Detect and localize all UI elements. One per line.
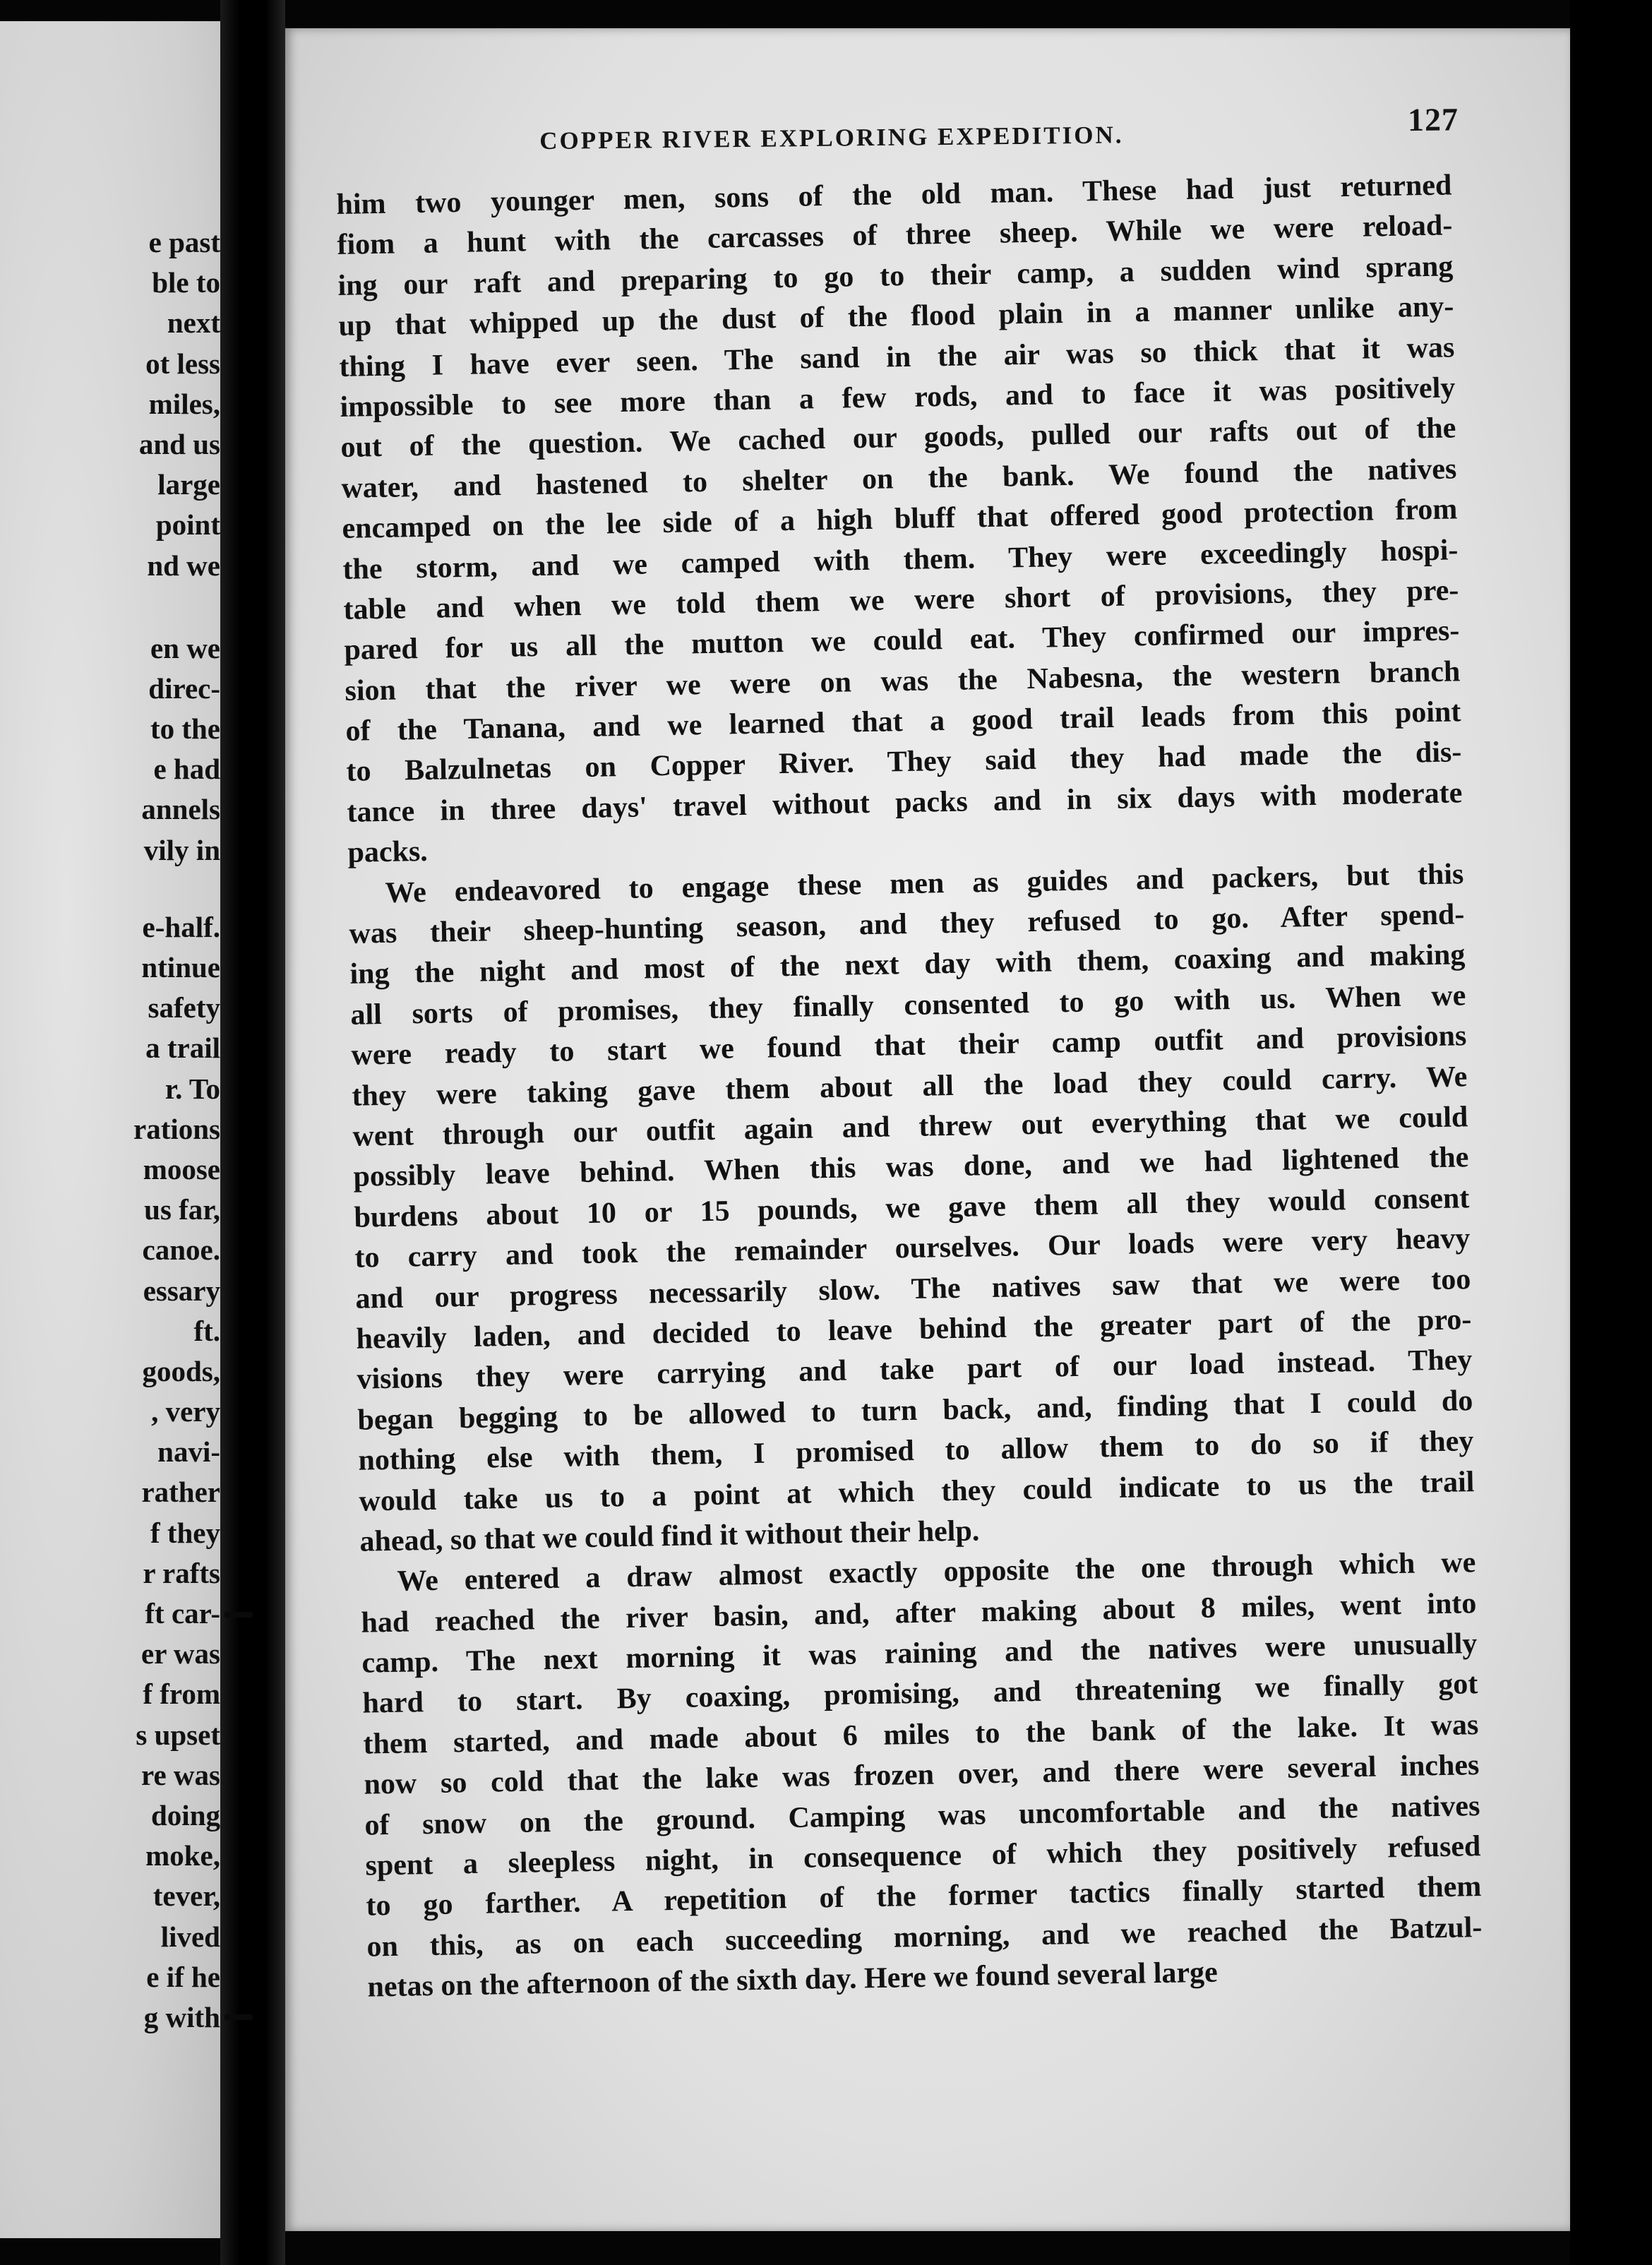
- left-page-line: essary: [143, 1274, 220, 1307]
- left-page-line: s upset: [136, 1718, 220, 1751]
- left-page-line: ft car-: [145, 1597, 220, 1630]
- left-page-line: canoe.: [142, 1233, 220, 1267]
- text-line: went through our outfit again and threw out everything that we could: [352, 1101, 1468, 1153]
- binding-stitch-mark: [225, 1612, 253, 1618]
- text-line: ahead, so that we could find it without their help.: [359, 1514, 980, 1558]
- left-page-line: e-half.: [142, 910, 220, 943]
- left-page-line: tever,: [152, 1879, 220, 1913]
- text-line: ing our raft and preparing to go to their camp, a sudden wind sprang: [337, 250, 1454, 302]
- left-page-line: ntinue: [141, 951, 220, 984]
- text-line: to go farther. A repetition of the former tactics finally started them: [366, 1870, 1482, 1923]
- body-text: [336, 165, 1483, 2008]
- left-page-line: ble to: [152, 266, 220, 299]
- right-background: [1570, 0, 1652, 2265]
- text-line: began begging to be allowed to turn back, and, finding that I could do: [357, 1384, 1473, 1437]
- text-line: would take us to a point at which they could indicate to us the trail: [359, 1465, 1475, 1518]
- left-page-line: miles,: [148, 387, 220, 420]
- text-line: they were taking gave them about all the load they could carry. We: [352, 1060, 1468, 1113]
- text-line: fiom a hunt with the carcasses of three sheep. While we were reload-: [337, 209, 1453, 262]
- text-line: table and when we told them we were short of provisions, they pre-: [343, 574, 1459, 626]
- text-line: nothing else with them, I promised to allow them to do so if they: [358, 1425, 1474, 1477]
- left-page-line: goods,: [142, 1354, 220, 1387]
- text-line: netas on the afternoon of the sixth day. Here we found several large: [367, 1956, 1219, 2004]
- text-line: pared for us all the mutton we could eat. They confirmed our impres-: [344, 614, 1460, 667]
- text-line: all sorts of promises, they finally consented to go with us. When we: [350, 979, 1466, 1032]
- left-page-line: large: [157, 468, 220, 501]
- text-line: water, and hastened to shelter on the bank. We found the natives: [341, 453, 1457, 505]
- text-line: ing the night and most of the next day with them, coaxing and making: [349, 938, 1466, 991]
- left-page-line: f from: [143, 1678, 220, 1711]
- left-page-line: rather: [141, 1476, 220, 1509]
- text-line: We entered a draw almost exactly opposite the one through which we: [397, 1546, 1476, 1598]
- left-page-line: rations: [133, 1112, 220, 1145]
- left-page-text: [0, 222, 220, 2038]
- left-page-line: nd we: [147, 549, 220, 582]
- binding-stitch-mark: [225, 2014, 253, 2020]
- left-page-line: re was: [141, 1758, 220, 1791]
- text-line: impossible to see more than a few rods, and to face it was positively: [340, 371, 1456, 424]
- text-line: now so cold that the lake was frozen over, and there were several inches: [364, 1749, 1480, 1801]
- text-line: out of the question. We cached our goods, pulled our rafts out of the: [340, 412, 1456, 465]
- text-line: to carry and took the remainder ourselves. Our loads were very heavy: [354, 1222, 1471, 1274]
- left-page-line: navi-: [157, 1435, 220, 1469]
- text-line: them started, and made about 6 miles to the bank of the lake. It was: [363, 1708, 1479, 1761]
- text-line: was their sheep-hunting season, and they refused to go. After spend-: [349, 898, 1465, 950]
- text-line: of the Tanana, and we learned that a good trail leads from this point: [345, 695, 1461, 748]
- left-page-line: , very: [151, 1395, 220, 1428]
- text-line: had reached the river basin, and, after making about 8 miles, went into: [361, 1586, 1477, 1639]
- left-page-line: g with: [143, 2000, 220, 2033]
- text-line: hard to start. By coaxing, promising, and threatening we finally got: [362, 1668, 1478, 1721]
- running-head-title: COPPER RIVER EXPLORING EXPEDITION.: [539, 121, 1124, 155]
- text-line: camp. The next morning it was raining and the natives were unusually: [361, 1627, 1478, 1680]
- text-line: visions they were carrying and take part of our load instead. They: [357, 1344, 1473, 1397]
- left-page-line: to the: [150, 712, 220, 746]
- left-page-line: safety: [148, 991, 220, 1024]
- running-head: [539, 101, 1598, 155]
- text-line: on this, as on each succeeding morning, and we reached the Batzul-: [366, 1911, 1483, 1964]
- page-number: 127: [1407, 101, 1459, 138]
- text-line: encamped on the lee side of a high bluff that offered good protection from: [342, 493, 1458, 546]
- text-line: up that whipped up the dust of the flood plain in a manner unlike any-: [338, 290, 1454, 343]
- text-line: the storm, and we camped with them. They were exceedingly hospi-: [342, 533, 1459, 586]
- left-page-line: next: [167, 306, 220, 340]
- page-127: [285, 28, 1570, 2231]
- text-line: possibly leave behind. When this was done, and we had lightened the: [353, 1141, 1469, 1194]
- text-line: We endeavored to engage these men as guides and packers, but this: [385, 857, 1464, 909]
- text-line: of snow on the ground. Camping was uncomfortable and the natives: [364, 1789, 1480, 1842]
- left-page-line: us far,: [144, 1193, 220, 1226]
- text-line: him two younger men, sons of the old man. These had just returned: [336, 169, 1452, 221]
- left-page-line: r rafts: [143, 1556, 220, 1589]
- left-page-line: lived: [160, 1920, 220, 1953]
- text-line: sion that the river we were on was the Nabesna, the western branch: [345, 655, 1461, 707]
- text-line: thing I have ever seen. The sand in the air was so thick that it was: [339, 330, 1455, 383]
- binding-gutter: [220, 0, 285, 2265]
- left-page-line: r. To: [164, 1072, 220, 1105]
- left-page-line: ot less: [145, 347, 220, 380]
- left-page-line: er was: [141, 1637, 220, 1671]
- text-line: packs.: [347, 835, 429, 870]
- text-line: heavily laden, and decided to leave behind the greater part of the pro-: [356, 1303, 1472, 1356]
- text-line: tance in three days' travel without packs and in six days with moderate: [347, 777, 1463, 829]
- left-page-line: vily in: [143, 833, 220, 866]
- left-page-line: e had: [153, 753, 220, 786]
- paragraph: [336, 165, 1464, 873]
- left-page-line: moose: [143, 1152, 220, 1185]
- text-line: and our progress necessarily slow. The natives saw that we were too: [355, 1262, 1471, 1315]
- paragraph: [348, 854, 1476, 1562]
- left-page-line: point: [155, 508, 220, 542]
- text-line: spent a sleepless night, in consequence of which they positively refused: [365, 1830, 1481, 1882]
- text-line: burdens about 10 or 15 pounds, we gave them all they would consent: [354, 1181, 1470, 1234]
- text-line: were ready to start we found that their camp outfit and provisions: [351, 1020, 1467, 1072]
- left-page-line: annels: [141, 793, 220, 826]
- left-page-fragment: [0, 21, 220, 2238]
- left-page-line: en we: [150, 631, 220, 664]
- left-page-line: moke,: [145, 1839, 220, 1872]
- left-page-line: direc-: [148, 671, 220, 705]
- left-page-line: e if he: [146, 1960, 220, 1993]
- left-page-line: ft.: [193, 1314, 220, 1347]
- left-page-line: f they: [150, 1516, 220, 1549]
- left-page-line: doing: [151, 1798, 220, 1831]
- left-page-line: and us: [138, 427, 220, 460]
- text-line: to Balzulnetas on Copper River. They said they had made the dis-: [346, 736, 1462, 789]
- paragraph: [360, 1543, 1483, 2008]
- left-page-line: a trail: [145, 1032, 220, 1065]
- left-page-line: e past: [148, 226, 220, 258]
